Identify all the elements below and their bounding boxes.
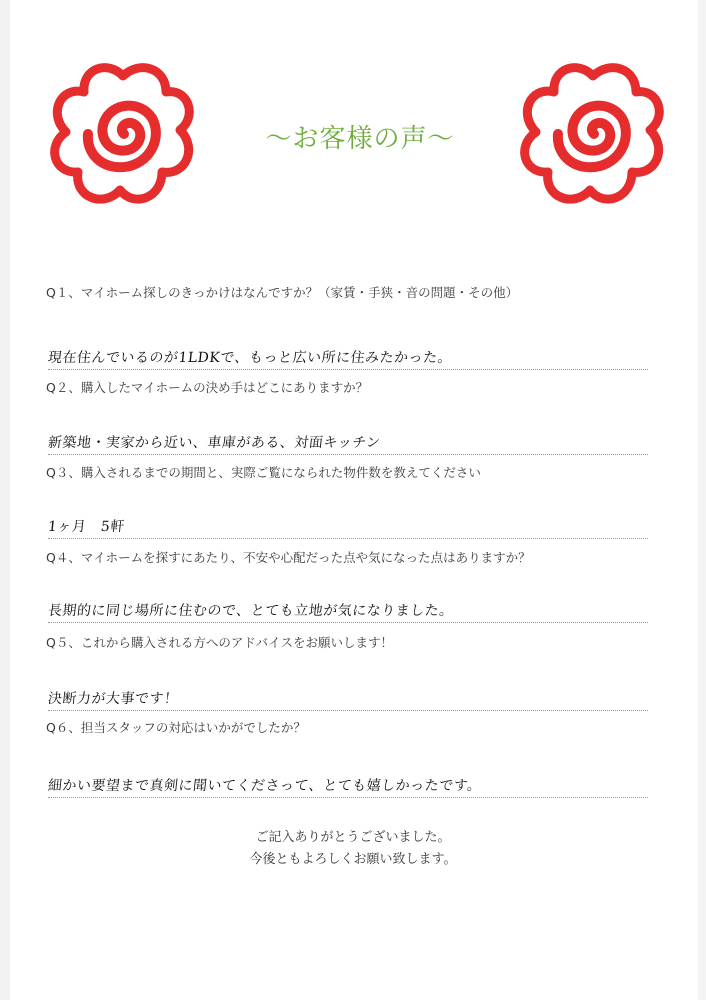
answer-5: 決断力が大事です！	[47, 691, 180, 707]
page-edge-right	[698, 0, 706, 1000]
closing-line-1: ご記入ありがとうございました。	[255, 830, 451, 845]
question-6: Q６、担当スタッフの対応はいかがでしたか？	[46, 720, 306, 735]
answer-line-6	[48, 797, 648, 798]
flower-icon	[48, 58, 198, 208]
answer-line-3	[48, 538, 648, 539]
page-title: ～お客様の声～	[265, 124, 455, 154]
question-5: Q５、これから購入される方へのアドバイスをお願いします！	[46, 635, 393, 650]
question-4: Q４、マイホームを探すにあたり、不安や心配だった点や気になった点はありますか？	[46, 550, 531, 565]
answer-line-4	[48, 622, 648, 623]
answer-line-1	[48, 369, 648, 370]
answer-line-2	[48, 454, 648, 455]
answer-1: 現在住んでいるのが1LDKで、もっと広い所に住みたかった。	[47, 350, 453, 366]
answer-6: 細かい要望まで真剣に聞いてくださって、とても嬉しかったです。	[47, 778, 483, 794]
answer-3: 1ヶ月 5軒	[47, 519, 126, 535]
red-flower-stamp-right	[518, 58, 668, 208]
page-edge-left	[0, 0, 10, 1000]
answer-4: 長期的に同じ場所に住むので、とても立地が気になりました。	[47, 603, 455, 619]
question-3: Q３、購入されるまでの期間と、実際ご覧になられた物件数を教えてください	[46, 465, 481, 480]
closing-line-2: 今後ともよろしくお願い致します。	[249, 852, 457, 867]
answer-line-5	[48, 710, 648, 711]
answer-2: 新築地・実家から近い、車庫がある、対面キッチン	[47, 435, 382, 451]
question-2: Q２、購入したマイホームの決め手はどこにありますか？	[46, 380, 369, 395]
red-flower-stamp-left	[48, 58, 198, 208]
flower-icon	[518, 58, 668, 208]
question-1: Q１、マイホーム探しのきっかけはなんですか？（家賃・手狭・音の問題・その他）	[46, 285, 519, 300]
